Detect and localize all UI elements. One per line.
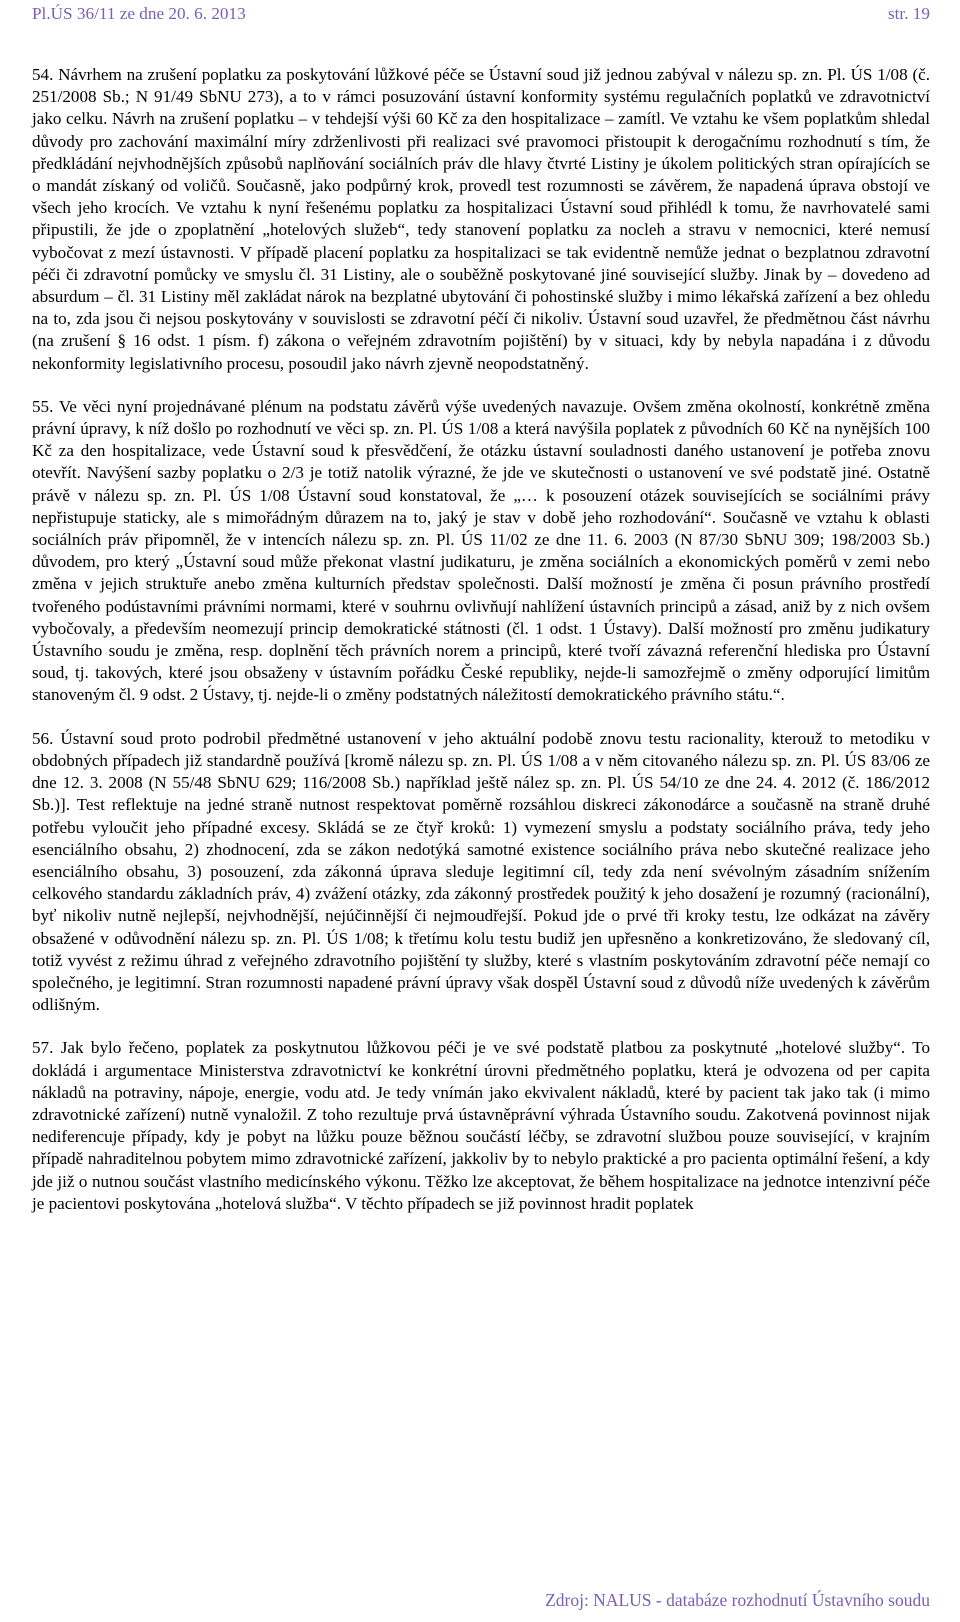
document-body [32, 64, 930, 1236]
paragraph-55: 55. Ve věci nyní projednávané plénum na podstatu závěrů výše uvedených navazuje. Ovšem změna okolností, konkrétně změna právní úpravy, k níž došlo po rozhodnutí ve věci sp. zn. Pl. ÚS 1/08 a která navýšila poplatek z původních 60 Kč na nynějších 100 Kč za den hospitalizace, vede Ústavní soud k přesvědčení, že otázku ústavní souladnosti daného ustanovení je potřeba znovu otevřít. Navýšení sazby poplatku o 2/3 je totiž natolik výrazné, že jde ve skutečnosti o ustanovení ve své podstatě jiné. Ostatně právě v nálezu sp. zn. Pl. ÚS 1/08 Ústavní soud konstatoval, že „… k posouzení otázek souvisejících se sociálními právy nepřistupuje staticky, ale s mimořádným důrazem na to, jaký je stav v době jeho rozhodování“. Současně ve vztahu k oblasti sociálních práv připomněl, že v intencích nálezu sp. zn. Pl. ÚS 11/02 ze dne 11. 6. 2003 (N 87/30 SbNU 309; 198/2003 Sb.) důvodem, pro který „Ústavní soud může překonat vlastní judikaturu, je změna sociálních a ekonomických poměrů v zemi nebo změna v jejich struktuře anebo změna kulturních představ společnosti. Další možností je změna či posun právního prostředí tvořeného podústavními právními normami, které v souhrnu ovlivňují nahlížení ústavních principů a zásad, aniž by z nich ovšem vybočovaly, a především neomezují princip demokratické státnosti (čl. 1 odst. 1 Ústavy). Další možností pro změnu judikatury Ústavního soudu je změna, resp. doplnění těch právních norem a principů, které tvoří závazná referenční hlediska pro Ústavní soud, tj. takových, které jsou obsaženy v ústavním pořádku České republiky, nejde-li samozřejmě o změny odporující limitům stanoveným čl. 9 odst. 2 Ústavy, tj. nejde-li o změny podstatných náležitostí demokratického právního státu.“. [32, 396, 930, 705]
source-footer: Zdroj: NALUS - databáze rozhodnutí Ústavního soudu [545, 1590, 930, 1610]
paragraph-56: 56. Ústavní soud proto podrobil předmětné ustanovení v jeho aktuální podobě znovu testu racionality, kterouž to metodiku v obdobných případech již standardně používá [kromě nálezu sp. zn. Pl. ÚS 1/08 a v něm citovaného nálezu sp. zn. Pl. ÚS 83/06 ze dne 12. 3. 2008 (N 55/48 SbNU 629; 116/2008 Sb.) například ještě nález sp. zn. Pl. ÚS 54/10 ze dne 24. 4. 2012 (č. 186/2012 Sb.)]. Test reflektuje na jedné straně nutnost respektovat poměrně rozsáhlou diskreci zákonodárce a současně na straně druhé potřebu vyloučit jeho případné excesy. Skládá se ze čtyř kroků: 1) vymezení smyslu a podstaty sociálního práva, tedy jeho esenciálního obsahu, 2) zhodnocení, zda se zákon nedotýká samotné existence sociálního práva nebo skutečné realizace jeho esenciálního obsahu, 3) posouzení, zda zákonná úprava sleduje legitimní cíl, tedy zda není svévolným zásadním snížením celkového standardu základních práv, 4) zvážení otázky, zda zákonný prostředek použitý k jeho dosažení je rozumný (racionální), byť nikoliv nutně nejlepší, nejvhodnější, nejúčinnější či nejmoudřejší. Pokud jde o prvé tři kroky testu, lze odkázat na závěry obsažené v odůvodnění nálezu sp. zn. Pl. ÚS 1/08; k třetímu kolu testu budiž jen upřesněno a konkretizováno, že sledovaný cíl, totiž vyvést z režimu úhrad z veřejného zdravotního pojištění ty služby, které s vlastním poskytováním zdravotní péče nemají co společného, je legitimní. Stran rozumnosti napadené právní úpravy však dospěl Ústavní soud z důvodů níže uvedených k závěrům odlišným. [32, 728, 930, 1015]
paragraph-54: 54. Návrhem na zrušení poplatku za poskytování lůžkové péče se Ústavní soud již jednou zabýval v nálezu sp. zn. Pl. ÚS 1/08 (č. 251/2008 Sb.; N 91/49 SbNU 273), a to v rámci posuzování ústavní konformity systému regulačních poplatků ve zdravotnictví jako celku. Návrh na zrušení poplatku – v tehdejší výši 60 Kč za den hospitalizace – zamítl. Ve vztahu ke všem poplatkům shledal důvody pro zachování maximální míry zdrženlivosti při realizaci své pravomoci přistoupit k derogačnímu rozhodnutí s tím, že předkládání nejvhodnějších způsobů naplňování sociálních práv dle hlavy čtvrté Listiny je úkolem politických stran opírajících se o mandát získaný od voličů. Současně, jako podpůrný krok, provedl test rozumnosti se závěrem, že napadená úprava obstojí ve všech jeho krocích. Ve vztahu k nyní řešenému poplatku za hospitalizaci Ústavní soud přihlédl k tomu, že navrhovatelé sami připustili, že jde o zpoplatnění „hotelových služeb“, tedy stanovení poplatku za nocleh a stravu v nemocnici, které nemusí vybočovat z mezí ústavnosti. V případě placení poplatku za hospitalizaci se tak evidentně nemůže jednat o bezplatnou zdravotní péči či zdravotní pomůcky ve smyslu čl. 31 Listiny, ale o souběžně poskytované jiné související služby. Jinak by – dovedeno ad absurdum – čl. 31 Listiny měl zakládat nárok na bezplatné ubytování či pohostinské služby i mimo lékařská zařízení a bez ohledu na to, zda jsou či nejsou poskytovány v souvislosti se zdravotní péčí či nikoliv. Ústavní soud uzavřel, že předmětnou část návrhu (na zrušení § 16 odst. 1 písm. f) zákona o veřejném zdravotním pojištění) by v situaci, kdy by nebyla napadána i z důvodu nekonformity legislativního procesu, posoudil jako návrh zjevně neopodstatněný. [32, 65, 930, 373]
paragraph-57: 57. Jak bylo řečeno, poplatek za poskytnutou lůžkovou péči je ve své podstatě platbou za poskytnuté „hotelové služby“. To dokládá i argumentace Ministerstva zdravotnictví ke konkrétní úrovni předmětného poplatku, která je odvozena od per capita nákladů na potraviny, nápoje, energie, vodu atd. Je tedy vnímán jako ekvivalent nákladů, které by pacient tak jako tak (i mimo zdravotnické zařízení) nutně vynaložil. Z toho rezultuje prvá ústavněprávní výhrada Ústavního soudu. Zakotvená povinnost nijak nediferencuje případy, kdy je pobyt na lůžku pouze běžnou součástí léčby, se zdravotní službou pouze související, v krajním případě nahraditelnou pobytem mimo zdravotnické zařízení, jakkoliv by to nebylo praktické a pro pacienta optimální řešení, a kdy jde již o nutnou součást vlastního medicínského výkonu. Těžko lze akceptovat, že během hospitalizace na jednotce intenzivní péče je pacientovi poskytována „hotelová služba“. V těchto případech se již povinnost hradit poplatek [32, 1038, 930, 1213]
page-header [32, 4, 930, 34]
page-number: str. 19 [887, 4, 930, 23]
decision-reference: Pl.ÚS 36/11 ze dne 20. 6. 2013 [32, 4, 246, 23]
